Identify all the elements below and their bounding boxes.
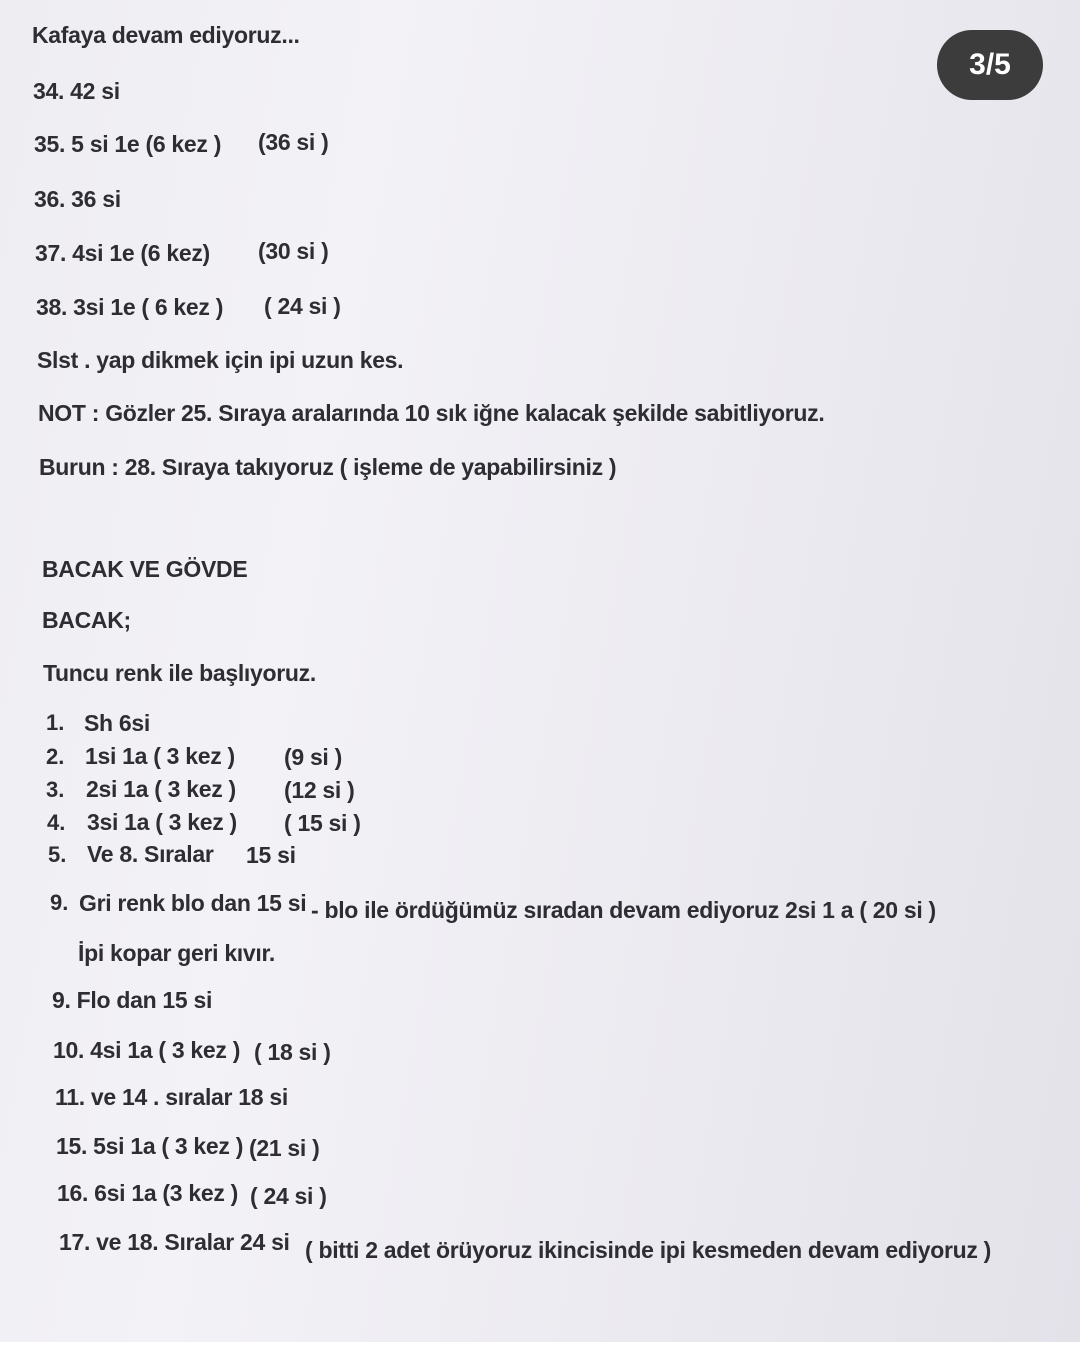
body-row-10-count: ( 18 si ) xyxy=(254,1039,331,1065)
head-row-38-count: ( 24 si ) xyxy=(264,293,341,319)
section-title: BACAK VE GÖVDE xyxy=(42,556,248,582)
body-row-17-18: 17. ve 18. Sıralar 24 si xyxy=(59,1229,290,1255)
list-number: 4. xyxy=(47,810,66,835)
body-row-10: 10. 4si 1a ( 3 kez ) xyxy=(53,1037,241,1063)
list-item-count: (12 si ) xyxy=(284,777,355,803)
cut-note: İpi kopar geri kıvır. xyxy=(78,940,275,966)
head-row-35: 35. 5 si 1e (6 kez ) xyxy=(34,131,222,157)
body-row-9-flo: 9. Flo dan 15 si xyxy=(52,987,213,1013)
page-indicator-badge[interactable]: 3/5 xyxy=(937,30,1043,100)
list-item-text: 2si 1a ( 3 kez ) xyxy=(86,776,236,802)
body-row-15-count: (21 si ) xyxy=(249,1135,320,1161)
section-subtitle: BACAK; xyxy=(42,607,131,633)
head-intro: Kafaya devam ediyoruz... xyxy=(32,22,300,48)
body-row-15: 15. 5si 1a ( 3 kez ) xyxy=(56,1133,244,1159)
head-row-38: 38. 3si 1e ( 6 kez ) xyxy=(36,294,224,320)
list-item-count: 15 si xyxy=(246,842,296,868)
list-number: 5. xyxy=(48,842,67,867)
row9-number: 9. xyxy=(50,890,69,915)
list-number: 2. xyxy=(46,744,65,769)
list-item-count: ( 15 si ) xyxy=(284,810,361,836)
list-number: 3. xyxy=(46,777,65,802)
list-number: 1. xyxy=(46,710,65,735)
list-item-text: Sh 6si xyxy=(84,710,150,736)
head-nose: Burun : 28. Sıraya takıyoruz ( işleme de yapabilirsiniz ) xyxy=(39,454,617,480)
row9-text: Gri renk blo dan 15 si xyxy=(79,890,307,916)
bottom-edge xyxy=(0,1342,1080,1350)
body-row-16-count: ( 24 si ) xyxy=(250,1183,327,1209)
list-item-text: 3si 1a ( 3 kez ) xyxy=(87,809,237,835)
row9-rest: - blo ile ördüğümüz sıradan devam ediyoruz 2si 1 a ( 20 si ) xyxy=(311,897,936,923)
list-item-text: 1si 1a ( 3 kez ) xyxy=(85,743,235,769)
head-row-37-count: (30 si ) xyxy=(258,238,329,264)
head-note: NOT : Gözler 25. Sıraya aralarında 10 sık iğne kalacak şekilde sabitliyoruz. xyxy=(38,400,825,426)
list-item-count: (9 si ) xyxy=(284,744,342,770)
head-row-37: 37. 4si 1e (6 kez) xyxy=(35,240,210,266)
body-row-16: 16. 6si 1a (3 kez ) xyxy=(57,1180,238,1206)
head-row-36: 36. 36 si xyxy=(34,186,121,212)
head-row-35-count: (36 si ) xyxy=(258,129,329,155)
list-item-text: Ve 8. Sıralar xyxy=(87,841,214,867)
head-finish: Slst . yap dikmek için ipi uzun kes. xyxy=(37,347,404,373)
body-row-11-14: 11. ve 14 . sıralar 18 si xyxy=(55,1084,288,1110)
body-row-17-18-note: ( bitti 2 adet örüyoruz ikincisinde ipi kesmeden devam ediyoruz ) xyxy=(305,1237,991,1263)
head-row-34: 34. 42 si xyxy=(33,78,120,104)
section-intro: Tuncu renk ile başlıyoruz. xyxy=(43,660,316,686)
